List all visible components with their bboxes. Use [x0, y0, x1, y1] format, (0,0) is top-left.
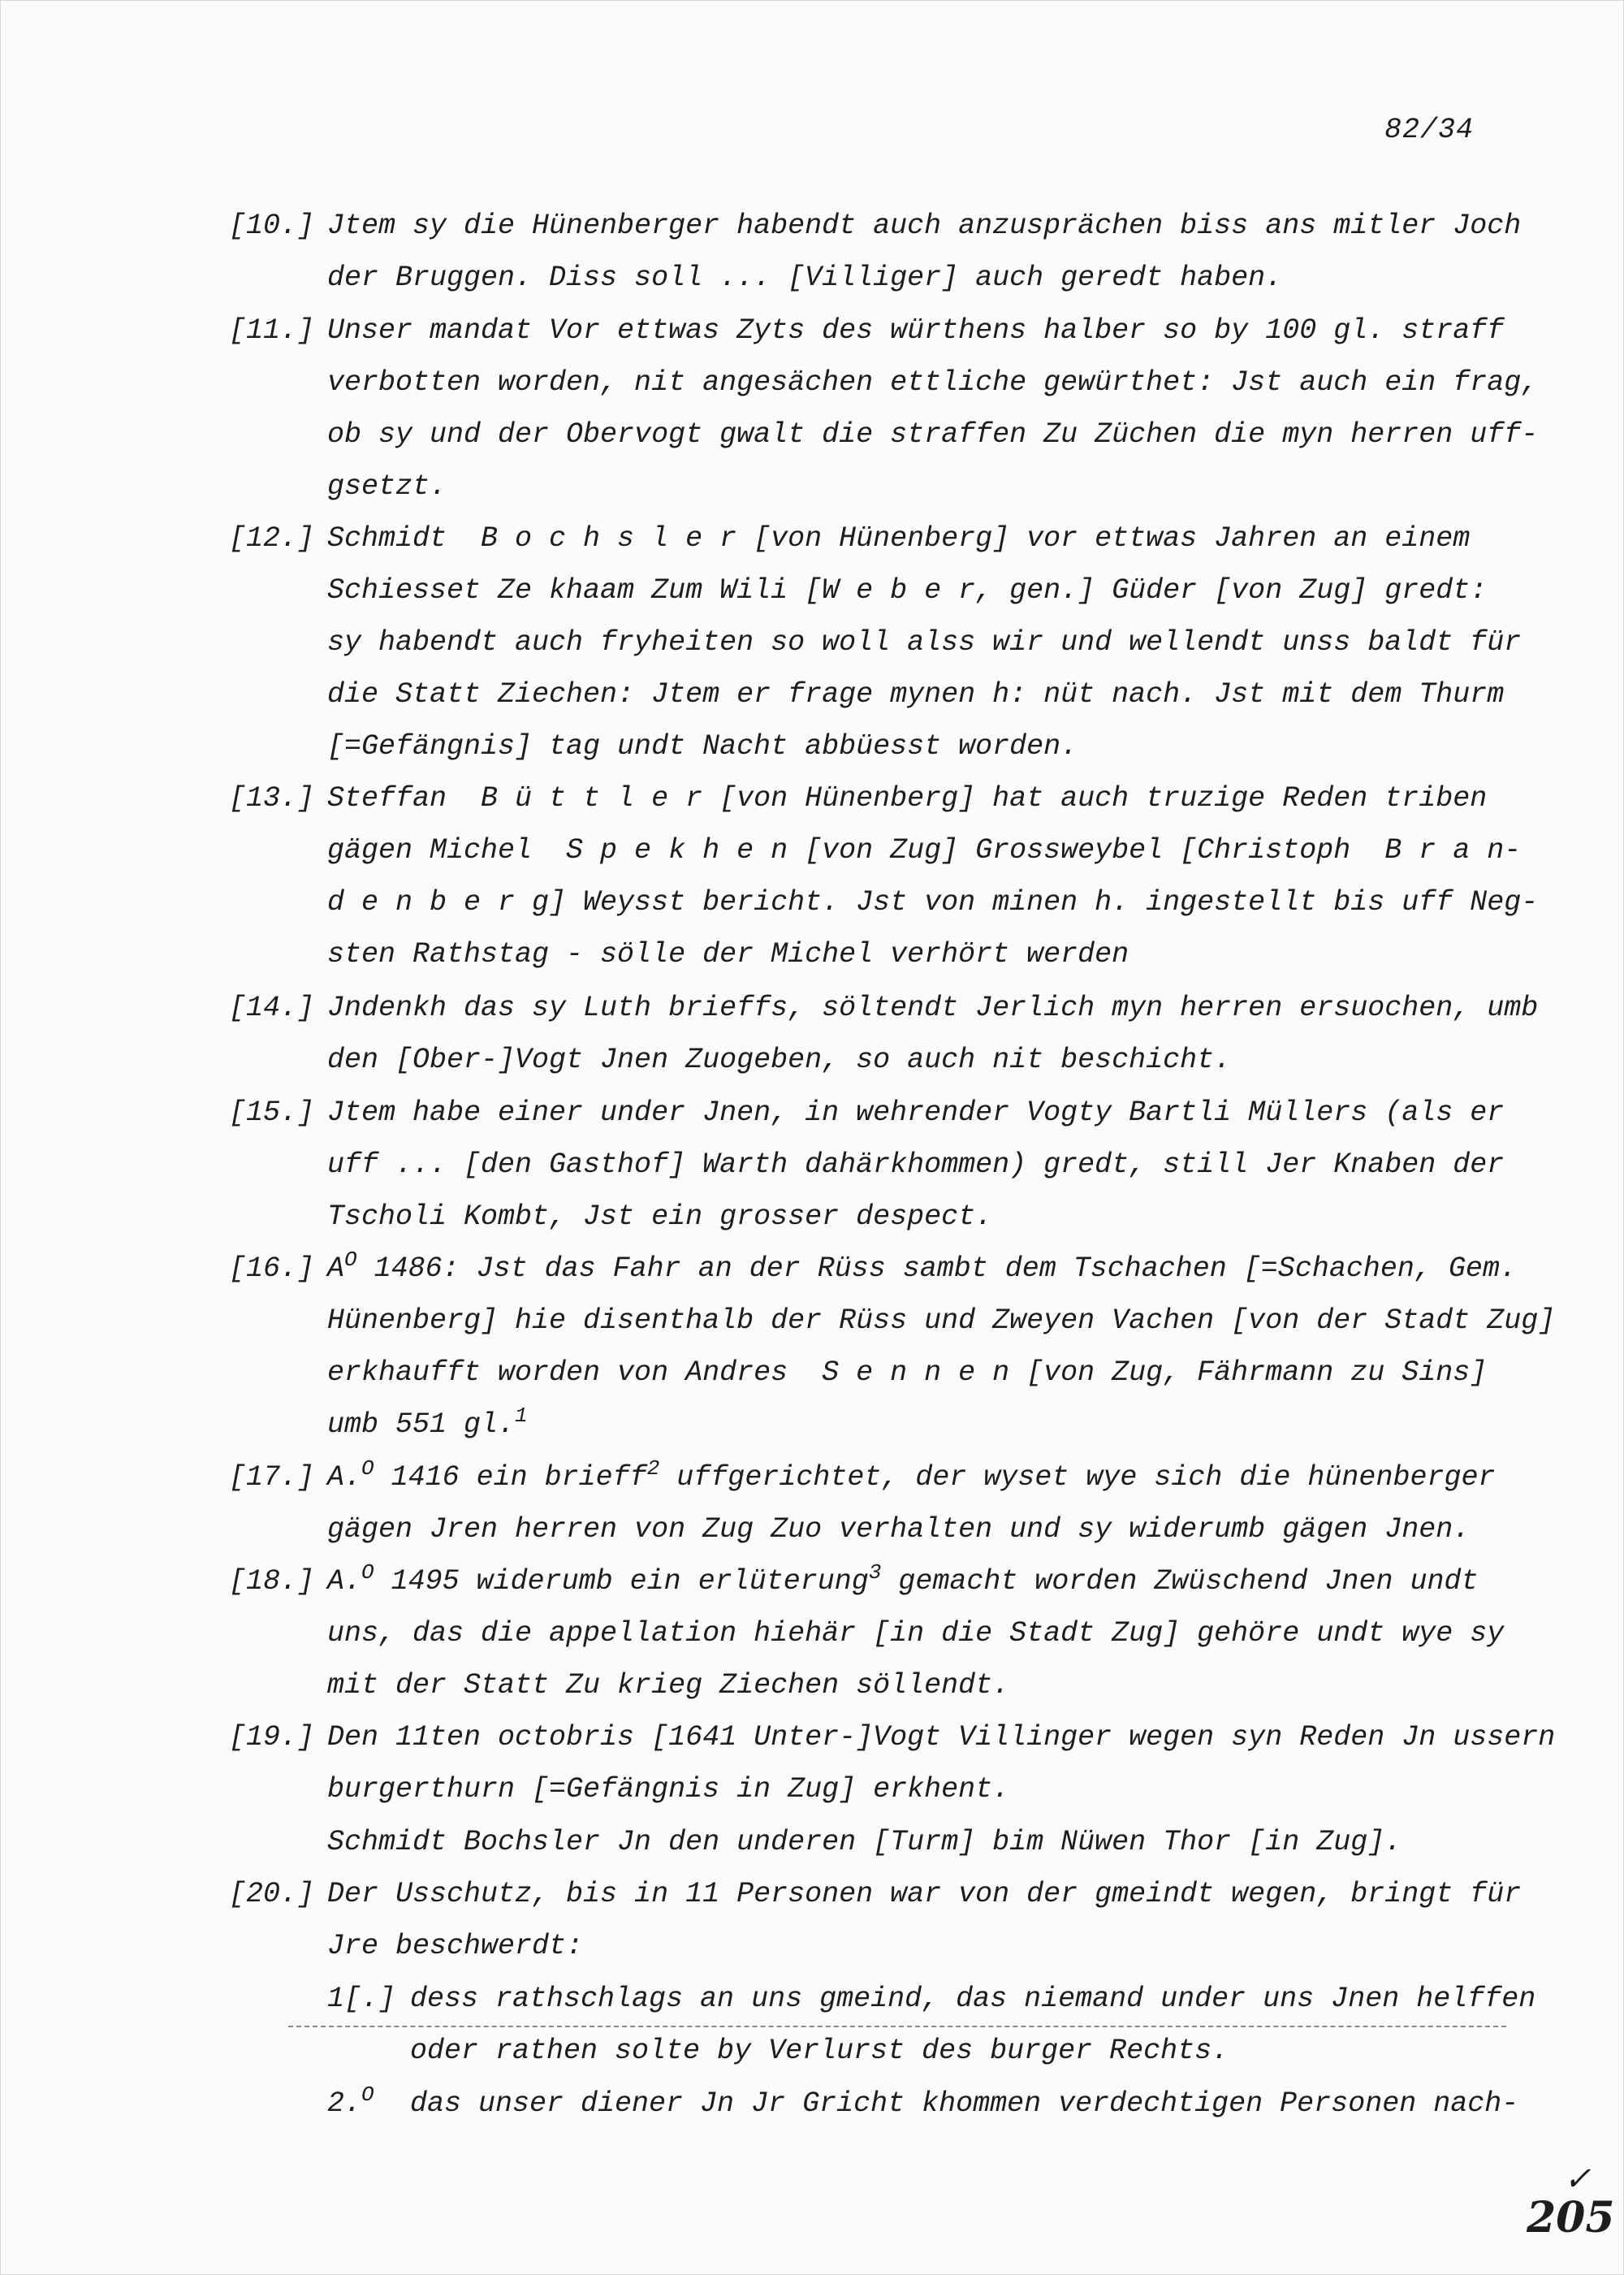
entry-text-line: Jtem sy die Hünenberger habendt auch anzusprächen biss ans mitler Joch [327, 210, 1522, 242]
line-segment: A. [327, 1461, 362, 1494]
entry-text-line: gägen Jren herren von Zug Zuo verhalten und sy widerumb gägen Jnen. [327, 1513, 1471, 1546]
subitem-text-line: das unser diener Jn Jr Gricht khommen verdechtigen Personen nach- [410, 2087, 1519, 2120]
line-segment: uffgerichtet, der wyset wye sich die hünenberger [659, 1461, 1496, 1494]
line-segment: A [327, 1252, 345, 1285]
entry-text-line: sten Rathstag - sölle der Michel verhört werden [327, 938, 1129, 971]
entry-number: [12.] [229, 522, 315, 555]
entry-number: [13.] [229, 782, 315, 815]
entry-text-line: Jndenkh das sy Luth brieffs, söltendt Jerlich myn herren ersuochen, umb [327, 992, 1539, 1024]
subitem-text-line: oder rathen solte by Verlurst des burger Rechts. [410, 2035, 1229, 2067]
entry-text-line: Tscholi Kombt, Jst ein grosser despect. [327, 1200, 993, 1233]
entry-number: [18.] [229, 1565, 315, 1598]
subitem-number-text: 2. [327, 2087, 362, 2120]
entry-text-line: Jre beschwerdt: [327, 1930, 584, 1962]
entry-number: [16.] [229, 1252, 315, 1285]
entry-text-line: [=Gefängnis] tag undt Nacht abbüesst worden. [327, 730, 1078, 763]
superscript: O [361, 1560, 374, 1585]
entry-text-line [327, 1403, 528, 1441]
subitem-number [327, 1983, 395, 2015]
line-segment: A. [327, 1565, 362, 1598]
entry-text-line: erkhaufft worden von Andres S e n n e n [von Zug, Fährmann zu Sins] [327, 1356, 1488, 1389]
entry-text-line: sy habendt auch fryheiten so woll alss wir und wellendt unss baldt für [327, 626, 1522, 659]
line-segment: 1486: Jst das Fahr an der Rüss sambt dem Tschachen [=Schachen, Gem. [356, 1252, 1517, 1285]
entry-number: [15.] [229, 1096, 315, 1129]
entry-text-line: der Bruggen. Diss soll ... [Villiger] auch geredt haben. [327, 262, 1283, 294]
entry-text-line: gägen Michel S p e k h e n [von Zug] Grossweybel [Christoph B r a n- [327, 834, 1522, 867]
entry-text-line: den [Ober-]Vogt Jnen Zuogeben, so auch nit beschicht. [327, 1044, 1232, 1076]
line-segment: 1495 widerumb ein erlüterung [374, 1565, 869, 1598]
entry-text-line: Jtem habe einer under Jnen, in wehrender Vogty Bartli Müllers (als er [327, 1096, 1505, 1129]
entry-text-line: Schiesset Ze khaam Zum Wili [W e b e r, gen.] Güder [von Zug] gredt: [327, 574, 1488, 607]
entry-text-line: uns, das die appellation hiehär [in die Stadt Zug] gehöre undt wye sy [327, 1617, 1505, 1650]
entry-text-line: Schmidt Bochsler Jn den underen [Turm] bim Nüwen Thor [in Zug]. [327, 1826, 1402, 1858]
entry-text-line: Hünenberg] hie disenthalb der Rüss und Zweyen Vachen [von der Stadt Zug] [327, 1304, 1556, 1337]
entry-text-line [327, 1456, 1496, 1494]
line-segment: umb 551 gl. [327, 1408, 516, 1441]
subitem-number-text: 1[.] [327, 1983, 396, 2015]
superscript: 1 [515, 1403, 528, 1428]
entry-text-line [327, 1560, 1479, 1598]
entry-text-line: uff ... [den Gasthof] Warth dahärkhommen) gredt, still Jer Knaben der [327, 1148, 1505, 1181]
entry-number: [10.] [229, 210, 315, 242]
line-segment: 1416 ein brieff [374, 1461, 647, 1494]
subitem-text-line: dess rathschlags an uns gmeind, das niemand under uns Jnen helffen [410, 1983, 1536, 2015]
handwritten-check-mark: ✓ [1564, 2160, 1592, 2198]
superscript: 3 [868, 1560, 882, 1585]
entry-text-line: gsetzt. [327, 470, 447, 503]
entry-text-line: d e n b e r g] Weysst bericht. Jst von minen h. ingestellt bis uff Neg- [327, 886, 1539, 919]
entry-number: [14.] [229, 992, 315, 1024]
entry-text-line: Den 11ten octobris [1641 Unter-]Vogt Villinger wegen syn Reden Jn ussern [327, 1721, 1556, 1754]
superscript: 2 [646, 1456, 660, 1481]
superscript: O [361, 2083, 374, 2107]
subitem-number [327, 2083, 374, 2120]
entry-text-line: Steffan B ü t t l e r [von Hünenberg] hat auch truzige Reden triben [327, 782, 1488, 815]
page-number: 82/34 [1384, 114, 1475, 146]
entry-text-line: Unser mandat Vor ettwas Zyts des würthens halber so by 100 gl. straff [327, 314, 1505, 347]
entry-number: [17.] [229, 1461, 315, 1494]
superscript: O [344, 1248, 357, 1272]
handwritten-page-number: 205 [1527, 2193, 1615, 2243]
entry-text-line: Der Usschutz, bis in 11 Personen war von der gmeindt wegen, bringt für [327, 1878, 1522, 1910]
entry-number: [19.] [229, 1721, 315, 1754]
superscript: O [361, 1456, 374, 1481]
entry-text-line: ob sy und der Obervogt gwalt die straffen Zu Züchen die myn herren uff- [327, 418, 1539, 451]
dashed-separator [288, 2026, 1506, 2029]
entry-text-line: burgerthurn [=Gefängnis in Zug] erkhent. [327, 1773, 1010, 1806]
entry-text-line: verbotten worden, nit angesächen ettliche gewürthet: Jst auch ein frag, [327, 366, 1539, 399]
entry-text-line: Schmidt B o c h s l e r [von Hünenberg] vor ettwas Jahren an einem [327, 522, 1471, 555]
entry-text-line [327, 1248, 1517, 1285]
entry-text-line: mit der Statt Zu krieg Ziechen söllendt. [327, 1669, 1010, 1702]
entry-number: [20.] [229, 1878, 315, 1910]
entry-text-line: die Statt Ziechen: Jtem er frage mynen h: nüt nach. Jst mit dem Thurm [327, 678, 1505, 711]
line-segment: gemacht worden Zwüschend Jnen undt [881, 1565, 1479, 1598]
entry-number: [11.] [229, 314, 315, 347]
